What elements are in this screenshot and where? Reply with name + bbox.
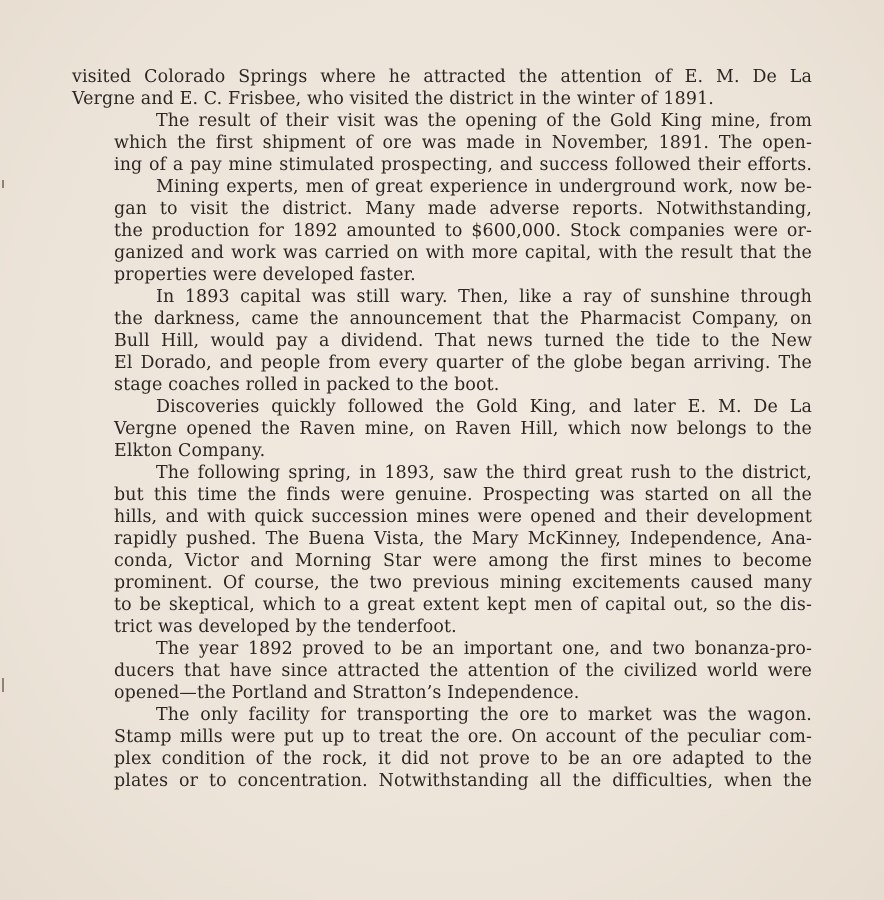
text-line: properties were developed faster. — [114, 265, 416, 285]
text-line: The only facility for transporting the ore to market was the wagon. — [156, 705, 812, 725]
text-line: Bull Hill, would pay a dividend. That news turned the tide to the New — [114, 331, 812, 351]
text-line: rapidly pushed. The Buena Vista, the Mary McKinney, Independence, Ana- — [114, 529, 812, 549]
paragraph — [72, 66, 812, 110]
text-line: Discoveries quickly followed the Gold King, and later E. M. De La — [156, 397, 812, 417]
text-line: which the first shipment of ore was made in November, 1891. The open- — [114, 133, 812, 153]
text-line: stage coaches rolled in packed to the boot. — [114, 375, 500, 395]
text-line: Stamp mills were put up to treat the ore. On account of the peculiar com- — [114, 727, 812, 747]
text-line: ing of a pay mine stimulated prospecting, and success followed their efforts. — [114, 155, 812, 175]
text-line: plates or to concentration. Notwithstanding all the difficulties, when the — [114, 771, 812, 791]
text-line: prominent. Of course, the two previous mining excitements caused many — [114, 573, 812, 593]
text-line: El Dorado, and people from every quarter of the globe began arriving. The — [114, 353, 812, 373]
margin-mark — [2, 180, 4, 188]
text-line: Vergne and E. C. Frisbee, who visited the district in the winter of 1891. — [72, 89, 714, 109]
paragraph — [72, 638, 812, 704]
text-line: ducers that have since attracted the attention of the civilized world were — [114, 661, 812, 681]
text-line: conda, Victor and Morning Star were among the first mines to become — [114, 551, 812, 571]
body-text — [72, 66, 812, 792]
paragraph — [72, 704, 812, 792]
text-line: trict was developed by the tenderfoot. — [114, 617, 457, 637]
text-line: the production for 1892 amounted to $600,000. Stock companies were or- — [114, 221, 812, 241]
text-line: to be skeptical, which to a great extent kept men of capital out, so the dis- — [114, 595, 812, 615]
paragraph — [72, 176, 812, 286]
paragraph — [72, 110, 812, 176]
text-line: opened—the Portland and Stratton’s Independence. — [114, 683, 580, 703]
text-line: The following spring, in 1893, saw the third great rush to the district, — [156, 463, 812, 483]
text-line: Mining experts, men of great experience in underground work, now be- — [156, 177, 812, 197]
text-line: plex condition of the rock, it did not prove to be an ore adapted to the — [114, 749, 812, 769]
text-line: Vergne opened the Raven mine, on Raven Hill, which now belongs to the — [114, 419, 812, 439]
text-line: but this time the finds were genuine. Prospecting was started on all the — [114, 485, 812, 505]
text-line: the darkness, came the announcement that the Pharmacist Company, on — [114, 309, 812, 329]
text-line: ganized and work was carried on with more capital, with the result that the — [114, 243, 812, 263]
text-line: hills, and with quick succession mines were opened and their development — [114, 507, 812, 527]
text-line: In 1893 capital was still wary. Then, like a ray of sunshine through — [156, 287, 812, 307]
text-line: Elkton Company. — [114, 441, 266, 461]
paragraph — [72, 286, 812, 396]
text-line: The year 1892 proved to be an important one, and two bonanza-pro- — [156, 639, 812, 659]
text-line: visited Colorado Springs where he attracted the attention of E. M. De La — [72, 67, 812, 87]
paragraph — [72, 462, 812, 638]
text-line: The result of their visit was the opening of the Gold King mine, from — [156, 111, 812, 131]
margin-mark — [2, 678, 4, 692]
text-line: gan to visit the district. Many made adverse reports. Notwithstanding, — [114, 199, 812, 219]
paragraph — [72, 396, 812, 462]
